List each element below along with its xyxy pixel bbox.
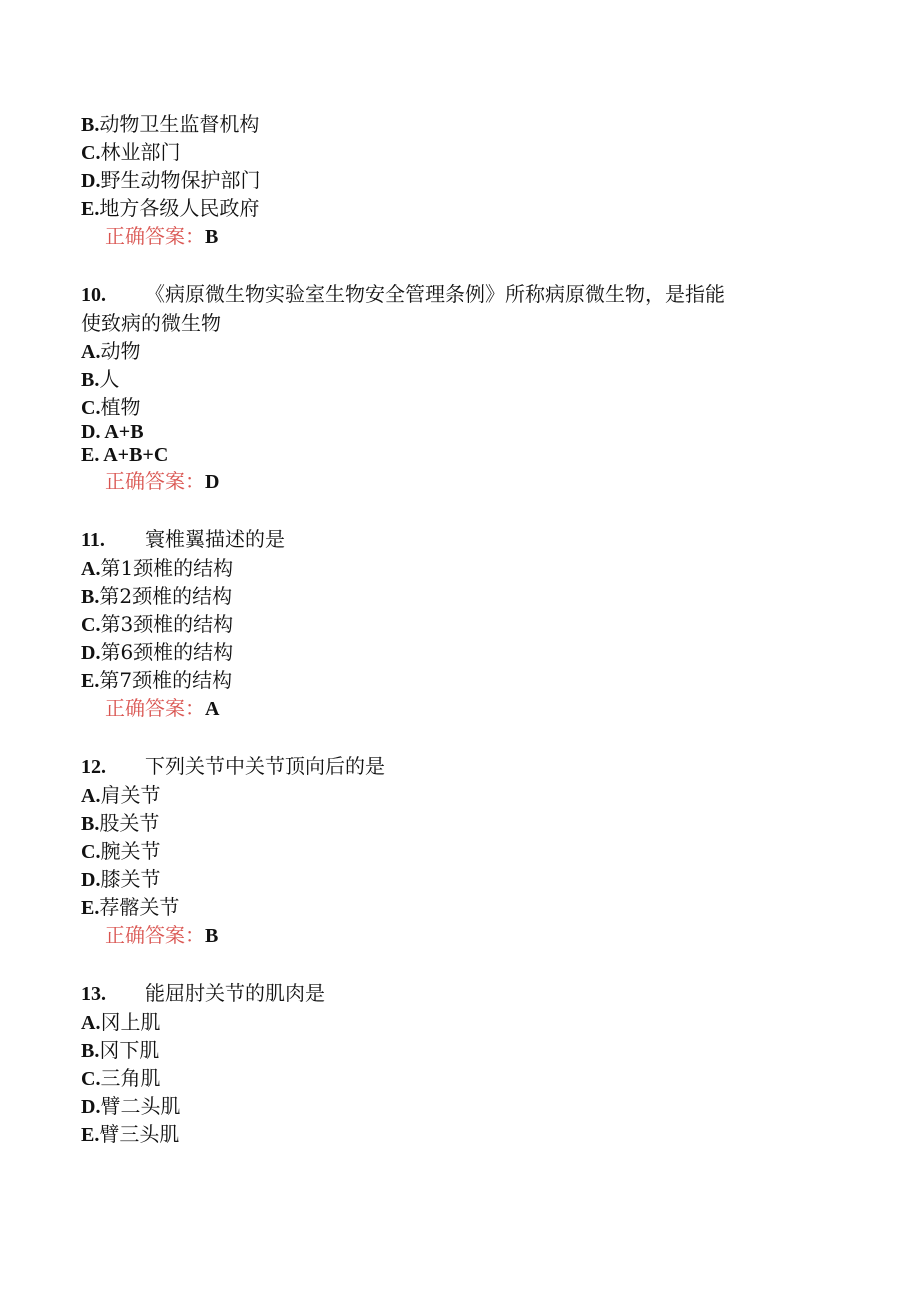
- answer-line: [81, 694, 801, 722]
- option-d: D. A+B: [81, 421, 144, 443]
- option-d: D.膝关节: [81, 867, 161, 891]
- option-b: B.人: [81, 367, 120, 391]
- option-c: C.三角肌: [81, 1066, 161, 1090]
- question-stem: 13. 能屈肘关节的肌肉是: [81, 979, 801, 1008]
- answer-value: B: [205, 925, 219, 947]
- option-c: C.植物: [81, 395, 141, 419]
- option-e: E.荐髂关节: [81, 895, 180, 919]
- question-13: [81, 979, 801, 1148]
- option-e: E.第7颈椎的结构: [81, 668, 233, 692]
- question-10: [81, 280, 801, 495]
- option-a: A.动物: [81, 339, 141, 363]
- question-number: 13.: [81, 983, 106, 1005]
- answer-line: [81, 467, 801, 495]
- option-b: B.冈下肌: [81, 1038, 160, 1062]
- question-number: 12.: [81, 756, 106, 778]
- document-page: [81, 110, 801, 1148]
- question-stem: 10. 《病原微生物实验室生物安全管理条例》所称病原微生物，是指能 使致病的微生物: [81, 282, 725, 335]
- option-c: C.腕关节: [81, 839, 161, 863]
- question-stem: 12. 下列关节中关节顶向后的是: [81, 752, 801, 781]
- option-a: A.肩关节: [81, 783, 161, 807]
- option-e: E.臂三头肌: [81, 1122, 180, 1146]
- option-c: C.林业部门: [81, 140, 181, 164]
- answer-label: 正确答案：: [105, 696, 205, 720]
- question-12: [81, 752, 801, 949]
- answer-value: D: [205, 471, 220, 493]
- answer-line: [81, 222, 801, 250]
- answer-label: 正确答案：: [105, 923, 205, 947]
- option-e: E.地方各级人民政府: [81, 196, 260, 220]
- option-b: B.第2颈椎的结构: [81, 584, 233, 608]
- option-b: B.动物卫生监督机构: [81, 112, 260, 136]
- answer-label: 正确答案：: [105, 469, 205, 493]
- answer-value: A: [205, 698, 220, 720]
- answer-line: [81, 921, 801, 949]
- answer-value: B: [205, 226, 219, 248]
- question-9-continued: [81, 110, 801, 250]
- option-e: E. A+B+C: [81, 444, 169, 466]
- option-a: A.第1颈椎的结构: [81, 556, 234, 580]
- answer-label: 正确答案：: [105, 224, 205, 248]
- question-number: 10.: [81, 284, 106, 306]
- question-number: 11.: [81, 529, 105, 551]
- question-stem: 11. 寰椎翼描述的是: [81, 525, 801, 554]
- question-11: [81, 525, 801, 722]
- option-c: C.第3颈椎的结构: [81, 612, 234, 636]
- option-b: B.股关节: [81, 811, 160, 835]
- option-a: A.冈上肌: [81, 1010, 161, 1034]
- option-d: D.第6颈椎的结构: [81, 640, 234, 664]
- option-d: D.臂二头肌: [81, 1094, 181, 1118]
- option-d: D.野生动物保护部门: [81, 168, 261, 192]
